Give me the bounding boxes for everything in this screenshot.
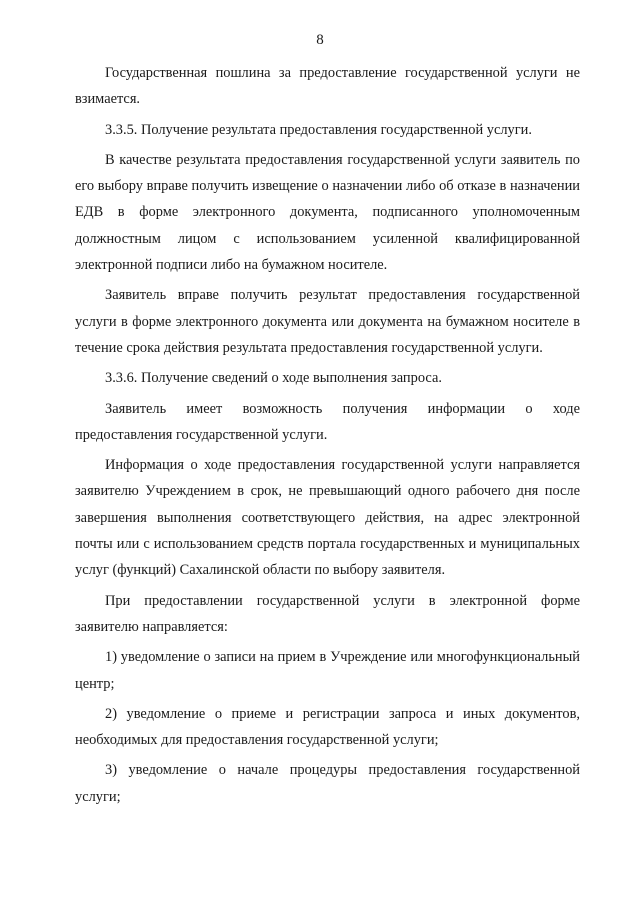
paragraph-progress-info: Заявитель имеет возможность получения информации о ходе предоставления государственной услуги. xyxy=(75,400,580,443)
paragraph-section-3-3-5-heading: 3.3.5. Получение результата предоставления государственной услуги. xyxy=(105,121,532,138)
paragraph-result-validity: Заявитель вправе получить результат предоставления государственной услуги в форме электронного документа или документа на бумажном носителе в течение срока действия результата предоставления государственной услуги. xyxy=(75,287,580,356)
paragraph-progress-delivery: Информация о ходе предоставления государственной услуги направляется заявителю Учреждением в срок, не превышающий одного рабочего дня после завершения выполнения соответствующего действия, на адрес электронной почты или с использованием средств портала государственных и муниципальных услуг (функций) Сахалинской области по выбору заявителя. xyxy=(75,457,580,579)
paragraph-electronic-notifications: При предоставлении государственной услуги в электронной форме заявителю направляется: xyxy=(75,592,580,635)
paragraph-section-3-3-6-heading: 3.3.6. Получение сведений о ходе выполнения запроса. xyxy=(105,370,442,387)
list-item-1: 1) уведомление о записи на прием в Учреждение или многофункциональный центр; xyxy=(75,649,580,692)
paragraph-state-fee: Государственная пошлина за предоставление государственной услуги не взимается. xyxy=(75,65,580,108)
list-item-2: 2) уведомление о приеме и регистрации запроса и иных документов, необходимых для предоставления государственной услуги; xyxy=(75,705,580,749)
document-body xyxy=(75,60,580,814)
paragraph-result-options: В качестве результата предоставления государственной услуги заявитель по его выбору вправе получить извещение о назначении либо об отказе в назначении ЕДВ в форме электронного документа, подписанного уполномоченным должностным лицом с использованием усиленной квалифицированной электронной подписи либо на бумажном носителе. xyxy=(75,151,580,274)
list-item-3: 3) уведомление о начале процедуры предоставления государственной услуги; xyxy=(75,762,580,805)
page-number: 8 xyxy=(316,32,324,48)
